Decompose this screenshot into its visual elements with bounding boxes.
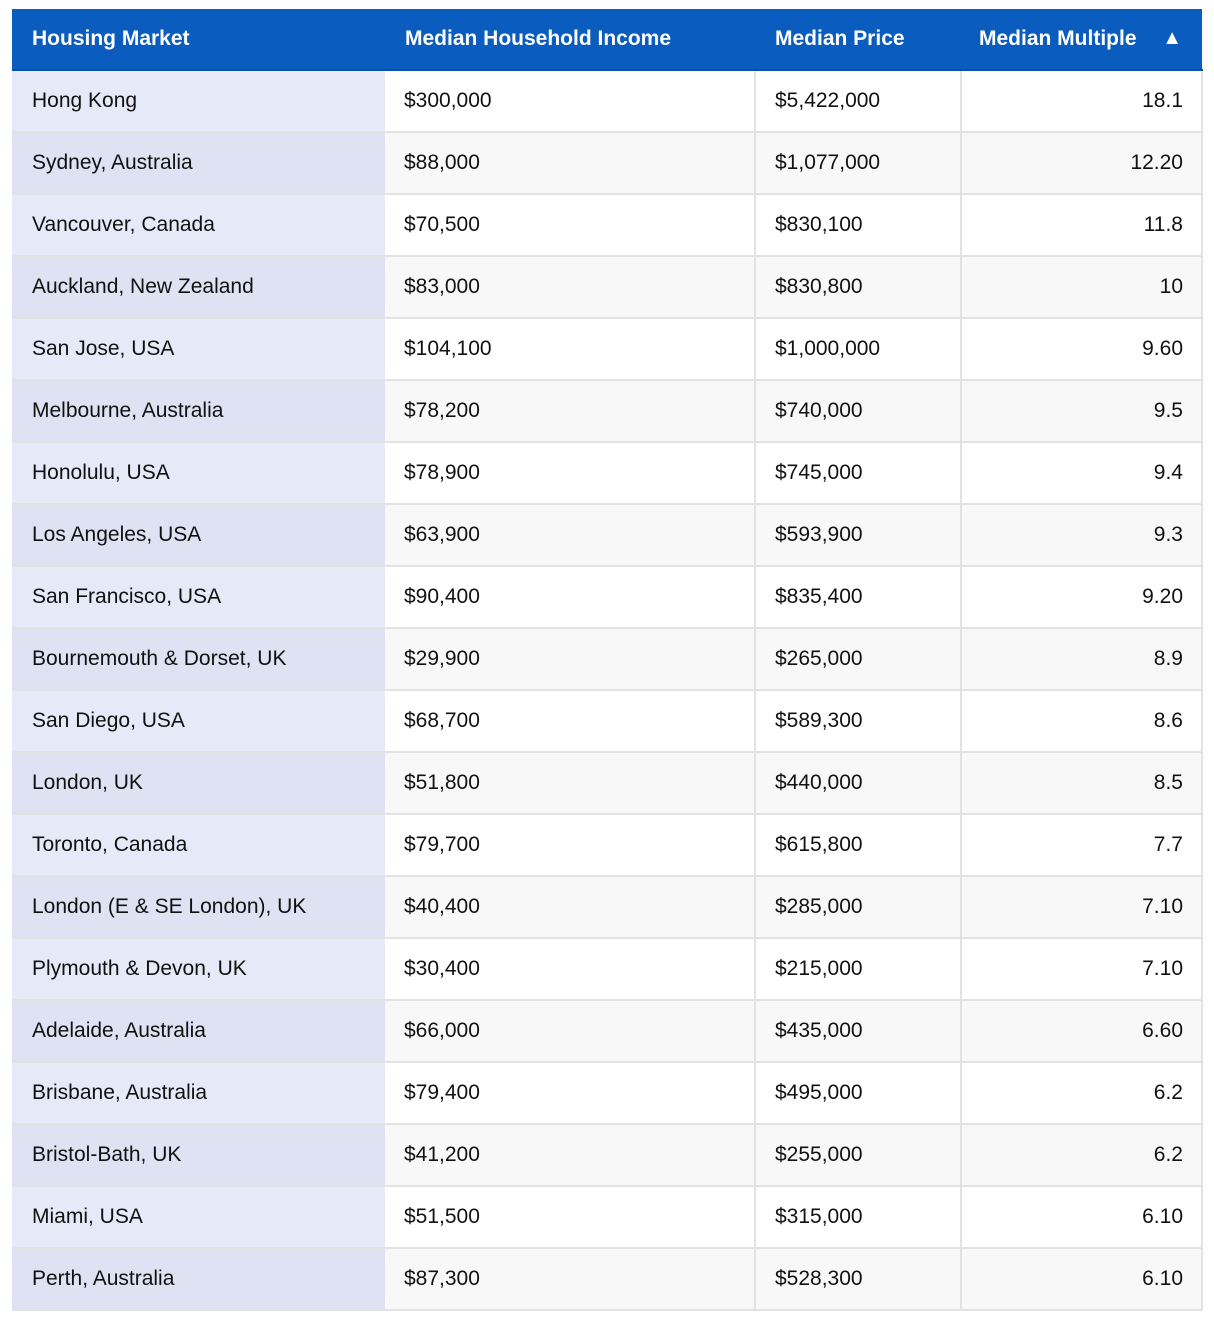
- table-row: [12, 256, 1202, 318]
- cell-median-household-income: $90,400: [385, 566, 755, 628]
- cell-median-price: $495,000: [755, 1062, 961, 1124]
- cell-median-multiple: 9.20: [961, 566, 1202, 628]
- housing-table-container: [12, 9, 1202, 1311]
- housing-affordability-table: [12, 9, 1203, 1311]
- table-row: [12, 1124, 1202, 1186]
- cell-median-multiple: 8.6: [961, 690, 1202, 752]
- cell-median-price: $615,800: [755, 814, 961, 876]
- column-header-median-price[interactable]: [755, 9, 961, 70]
- table-row: [12, 814, 1202, 876]
- table-body: [12, 70, 1202, 1310]
- cell-median-household-income: $79,400: [385, 1062, 755, 1124]
- cell-median-multiple: 10: [961, 256, 1202, 318]
- cell-median-price: $593,900: [755, 504, 961, 566]
- cell-median-household-income: $30,400: [385, 938, 755, 1000]
- cell-housing-market: San Diego, USA: [12, 690, 385, 752]
- cell-median-price: $830,800: [755, 256, 961, 318]
- cell-median-household-income: $51,800: [385, 752, 755, 814]
- column-header-housing-market[interactable]: [12, 9, 385, 70]
- table-row: [12, 1062, 1202, 1124]
- cell-median-household-income: $41,200: [385, 1124, 755, 1186]
- cell-median-multiple: 8.5: [961, 752, 1202, 814]
- cell-median-multiple: 6.2: [961, 1062, 1202, 1124]
- table-row: [12, 132, 1202, 194]
- cell-median-price: $1,000,000: [755, 318, 961, 380]
- cell-median-household-income: $88,000: [385, 132, 755, 194]
- table-row: [12, 938, 1202, 1000]
- cell-median-multiple: 6.60: [961, 1000, 1202, 1062]
- cell-median-price: $1,077,000: [755, 132, 961, 194]
- cell-housing-market: Vancouver, Canada: [12, 194, 385, 256]
- column-header-label: Median Multiple: [979, 27, 1137, 50]
- column-header-label: Housing Market: [32, 27, 190, 50]
- cell-median-household-income: $83,000: [385, 256, 755, 318]
- cell-housing-market: San Francisco, USA: [12, 566, 385, 628]
- cell-median-multiple: 9.4: [961, 442, 1202, 504]
- cell-median-multiple: 18.1: [961, 70, 1202, 132]
- cell-median-multiple: 8.9: [961, 628, 1202, 690]
- table-row: [12, 194, 1202, 256]
- cell-median-household-income: $70,500: [385, 194, 755, 256]
- cell-housing-market: Hong Kong: [12, 70, 385, 132]
- cell-median-price: $589,300: [755, 690, 961, 752]
- cell-median-price: $745,000: [755, 442, 961, 504]
- cell-median-household-income: $300,000: [385, 70, 755, 132]
- cell-median-price: $285,000: [755, 876, 961, 938]
- table-row: [12, 690, 1202, 752]
- cell-median-multiple: 9.5: [961, 380, 1202, 442]
- column-header-median-household-income[interactable]: [385, 9, 755, 70]
- cell-median-price: $255,000: [755, 1124, 961, 1186]
- table-row: [12, 442, 1202, 504]
- cell-median-multiple: 7.10: [961, 876, 1202, 938]
- cell-median-multiple: 9.60: [961, 318, 1202, 380]
- cell-housing-market: Miami, USA: [12, 1186, 385, 1248]
- column-header-label: Median Household Income: [405, 27, 672, 50]
- table-row: [12, 876, 1202, 938]
- table-row: [12, 1186, 1202, 1248]
- cell-median-household-income: $40,400: [385, 876, 755, 938]
- cell-housing-market: Adelaide, Australia: [12, 1000, 385, 1062]
- cell-median-price: $265,000: [755, 628, 961, 690]
- cell-median-household-income: $66,000: [385, 1000, 755, 1062]
- cell-median-price: $528,300: [755, 1248, 961, 1310]
- cell-housing-market: Melbourne, Australia: [12, 380, 385, 442]
- cell-median-multiple: 6.10: [961, 1186, 1202, 1248]
- cell-median-multiple: 11.8: [961, 194, 1202, 256]
- cell-median-multiple: 7.10: [961, 938, 1202, 1000]
- cell-housing-market: Perth, Australia: [12, 1248, 385, 1310]
- cell-median-price: $835,400: [755, 566, 961, 628]
- cell-housing-market: Auckland, New Zealand: [12, 256, 385, 318]
- cell-housing-market: Honolulu, USA: [12, 442, 385, 504]
- cell-housing-market: Bournemouth & Dorset, UK: [12, 628, 385, 690]
- table-row: [12, 566, 1202, 628]
- cell-housing-market: London (E & SE London), UK: [12, 876, 385, 938]
- cell-median-multiple: 7.7: [961, 814, 1202, 876]
- cell-median-household-income: $29,900: [385, 628, 755, 690]
- cell-housing-market: Brisbane, Australia: [12, 1062, 385, 1124]
- column-header-label: Median Price: [775, 27, 905, 50]
- cell-median-price: $435,000: [755, 1000, 961, 1062]
- cell-median-household-income: $79,700: [385, 814, 755, 876]
- cell-housing-market: Bristol-Bath, UK: [12, 1124, 385, 1186]
- table-row: [12, 70, 1202, 132]
- cell-median-household-income: $51,500: [385, 1186, 755, 1248]
- cell-median-multiple: 12.20: [961, 132, 1202, 194]
- cell-housing-market: London, UK: [12, 752, 385, 814]
- cell-housing-market: San Jose, USA: [12, 318, 385, 380]
- cell-median-price: $315,000: [755, 1186, 961, 1248]
- cell-median-price: $740,000: [755, 380, 961, 442]
- column-header-median-multiple[interactable]: [961, 9, 1202, 70]
- table-header-row: [12, 9, 1202, 70]
- cell-median-price: $215,000: [755, 938, 961, 1000]
- cell-housing-market: Sydney, Australia: [12, 132, 385, 194]
- cell-median-household-income: $63,900: [385, 504, 755, 566]
- cell-median-multiple: 6.2: [961, 1124, 1202, 1186]
- cell-housing-market: Toronto, Canada: [12, 814, 385, 876]
- cell-median-household-income: $104,100: [385, 318, 755, 380]
- cell-median-multiple: 6.10: [961, 1248, 1202, 1310]
- table-row: [12, 504, 1202, 566]
- table-row: [12, 752, 1202, 814]
- table-row: [12, 628, 1202, 690]
- cell-median-household-income: $78,900: [385, 442, 755, 504]
- cell-median-household-income: $68,700: [385, 690, 755, 752]
- table-row: [12, 1000, 1202, 1062]
- cell-median-price: $5,422,000: [755, 70, 961, 132]
- cell-housing-market: Los Angeles, USA: [12, 504, 385, 566]
- cell-median-household-income: $87,300: [385, 1248, 755, 1310]
- cell-median-price: $440,000: [755, 752, 961, 814]
- cell-median-household-income: $78,200: [385, 380, 755, 442]
- sort-ascending-icon[interactable]: ▲: [1162, 27, 1182, 49]
- table-row: [12, 1248, 1202, 1310]
- cell-median-price: $830,100: [755, 194, 961, 256]
- cell-median-multiple: 9.3: [961, 504, 1202, 566]
- cell-housing-market: Plymouth & Devon, UK: [12, 938, 385, 1000]
- table-row: [12, 318, 1202, 380]
- table-row: [12, 380, 1202, 442]
